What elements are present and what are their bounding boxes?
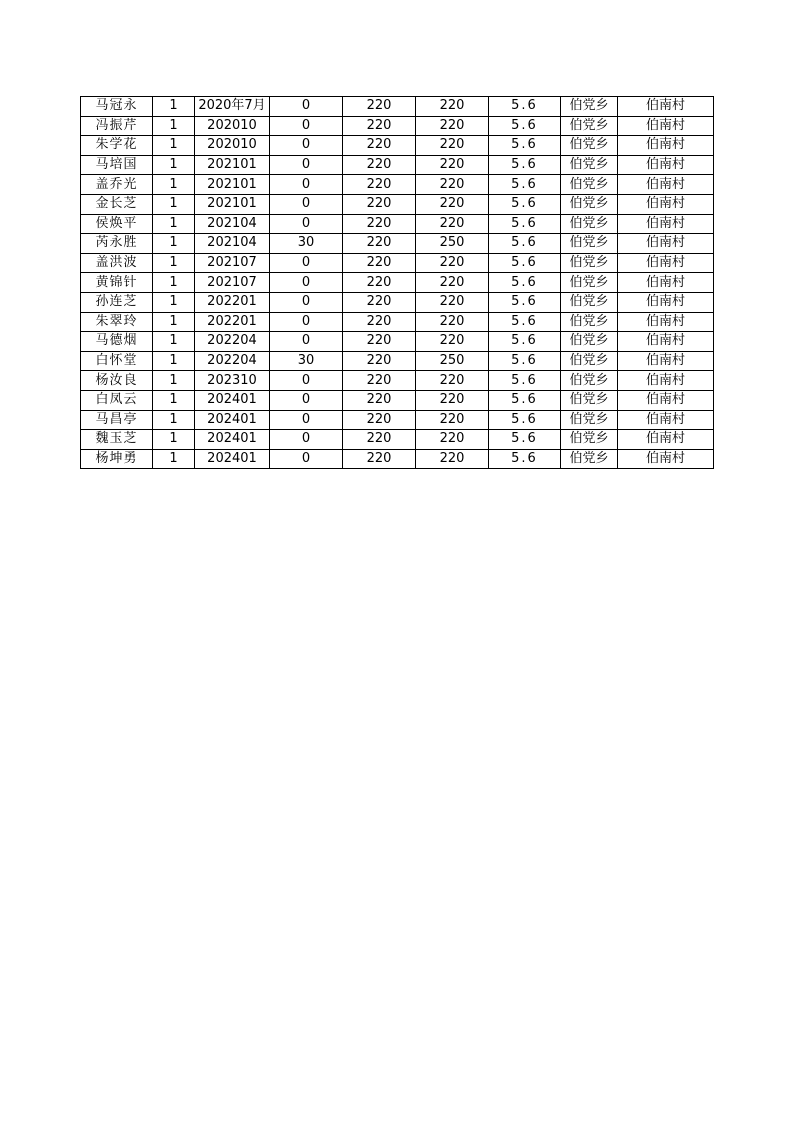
name-cell: 马昌亭 (81, 410, 153, 430)
base-amount-cell: 220 (343, 116, 416, 136)
table-row (81, 136, 714, 156)
table-row (81, 214, 714, 234)
total-amount-cell: 220 (416, 136, 489, 156)
rate-cell: 5.6 (489, 155, 561, 175)
base-amount-cell: 220 (343, 390, 416, 410)
rate-cell: 5.6 (489, 214, 561, 234)
base-amount-cell: 220 (343, 410, 416, 430)
table-row (81, 332, 714, 352)
total-amount-cell: 220 (416, 292, 489, 312)
rate-cell: 5.6 (489, 390, 561, 410)
total-amount-cell: 250 (416, 351, 489, 371)
table-row (81, 175, 714, 195)
date-cell: 202201 (195, 312, 270, 332)
name-cell: 白凤云 (81, 390, 153, 410)
total-amount-cell: 220 (416, 371, 489, 391)
total-amount-cell: 250 (416, 234, 489, 254)
name-cell: 朱学花 (81, 136, 153, 156)
table-row (81, 97, 714, 117)
count-cell: 1 (153, 390, 195, 410)
base-amount-cell: 220 (343, 292, 416, 312)
extra-amount-cell: 0 (270, 273, 343, 293)
date-cell: 202107 (195, 253, 270, 273)
date-cell: 202101 (195, 155, 270, 175)
extra-amount-cell: 0 (270, 116, 343, 136)
count-cell: 1 (153, 273, 195, 293)
extra-amount-cell: 0 (270, 449, 343, 469)
table-row (81, 116, 714, 136)
village-cell: 伯南村 (618, 449, 714, 469)
name-cell: 侯焕平 (81, 214, 153, 234)
total-amount-cell: 220 (416, 332, 489, 352)
town-cell: 伯党乡 (561, 194, 618, 214)
total-amount-cell: 220 (416, 449, 489, 469)
table-row (81, 449, 714, 469)
date-cell: 202401 (195, 430, 270, 450)
name-cell: 盖乔光 (81, 175, 153, 195)
extra-amount-cell: 0 (270, 214, 343, 234)
village-cell: 伯南村 (618, 351, 714, 371)
extra-amount-cell: 0 (270, 292, 343, 312)
count-cell: 1 (153, 430, 195, 450)
name-cell: 孙连芝 (81, 292, 153, 312)
count-cell: 1 (153, 449, 195, 469)
town-cell: 伯党乡 (561, 273, 618, 293)
village-cell: 伯南村 (618, 390, 714, 410)
table-row (81, 253, 714, 273)
village-cell: 伯南村 (618, 430, 714, 450)
count-cell: 1 (153, 97, 195, 117)
total-amount-cell: 220 (416, 390, 489, 410)
count-cell: 1 (153, 292, 195, 312)
count-cell: 1 (153, 116, 195, 136)
table-row (81, 430, 714, 450)
rate-cell: 5.6 (489, 194, 561, 214)
extra-amount-cell: 0 (270, 175, 343, 195)
extra-amount-cell: 0 (270, 410, 343, 430)
count-cell: 1 (153, 194, 195, 214)
base-amount-cell: 220 (343, 371, 416, 391)
date-cell: 202204 (195, 351, 270, 371)
table-row (81, 351, 714, 371)
date-cell: 202401 (195, 410, 270, 430)
extra-amount-cell: 0 (270, 390, 343, 410)
extra-amount-cell: 0 (270, 430, 343, 450)
count-cell: 1 (153, 312, 195, 332)
total-amount-cell: 220 (416, 430, 489, 450)
total-amount-cell: 220 (416, 312, 489, 332)
village-cell: 伯南村 (618, 175, 714, 195)
total-amount-cell: 220 (416, 97, 489, 117)
date-cell: 202104 (195, 214, 270, 234)
count-cell: 1 (153, 155, 195, 175)
date-cell: 202101 (195, 194, 270, 214)
village-cell: 伯南村 (618, 410, 714, 430)
town-cell: 伯党乡 (561, 410, 618, 430)
village-cell: 伯南村 (618, 371, 714, 391)
base-amount-cell: 220 (343, 155, 416, 175)
name-cell: 金长芝 (81, 194, 153, 214)
village-cell: 伯南村 (618, 312, 714, 332)
name-cell: 盖洪波 (81, 253, 153, 273)
count-cell: 1 (153, 332, 195, 352)
base-amount-cell: 220 (343, 351, 416, 371)
town-cell: 伯党乡 (561, 351, 618, 371)
base-amount-cell: 220 (343, 97, 416, 117)
rate-cell: 5.6 (489, 292, 561, 312)
total-amount-cell: 220 (416, 116, 489, 136)
rate-cell: 5.6 (489, 371, 561, 391)
date-cell: 202104 (195, 234, 270, 254)
extra-amount-cell: 30 (270, 351, 343, 371)
date-cell: 202401 (195, 449, 270, 469)
village-cell: 伯南村 (618, 332, 714, 352)
table-row (81, 234, 714, 254)
date-cell: 202010 (195, 116, 270, 136)
village-cell: 伯南村 (618, 273, 714, 293)
count-cell: 1 (153, 214, 195, 234)
count-cell: 1 (153, 175, 195, 195)
total-amount-cell: 220 (416, 194, 489, 214)
total-amount-cell: 220 (416, 155, 489, 175)
name-cell: 杨坤勇 (81, 449, 153, 469)
village-cell: 伯南村 (618, 116, 714, 136)
base-amount-cell: 220 (343, 449, 416, 469)
table-row (81, 194, 714, 214)
total-amount-cell: 220 (416, 214, 489, 234)
roster-table-body (81, 97, 714, 469)
date-cell: 202401 (195, 390, 270, 410)
count-cell: 1 (153, 136, 195, 156)
village-cell: 伯南村 (618, 194, 714, 214)
base-amount-cell: 220 (343, 234, 416, 254)
town-cell: 伯党乡 (561, 449, 618, 469)
rate-cell: 5.6 (489, 116, 561, 136)
name-cell: 马培国 (81, 155, 153, 175)
table-row (81, 390, 714, 410)
town-cell: 伯党乡 (561, 253, 618, 273)
table-row (81, 410, 714, 430)
village-cell: 伯南村 (618, 214, 714, 234)
town-cell: 伯党乡 (561, 234, 618, 254)
extra-amount-cell: 0 (270, 155, 343, 175)
name-cell: 魏玉芝 (81, 430, 153, 450)
rate-cell: 5.6 (489, 430, 561, 450)
name-cell: 马德烟 (81, 332, 153, 352)
base-amount-cell: 220 (343, 253, 416, 273)
date-cell: 2020年7月 (195, 97, 270, 117)
town-cell: 伯党乡 (561, 390, 618, 410)
count-cell: 1 (153, 351, 195, 371)
base-amount-cell: 220 (343, 273, 416, 293)
town-cell: 伯党乡 (561, 292, 618, 312)
village-cell: 伯南村 (618, 292, 714, 312)
base-amount-cell: 220 (343, 430, 416, 450)
extra-amount-cell: 0 (270, 194, 343, 214)
base-amount-cell: 220 (343, 312, 416, 332)
name-cell: 朱翠玲 (81, 312, 153, 332)
date-cell: 202204 (195, 332, 270, 352)
town-cell: 伯党乡 (561, 312, 618, 332)
rate-cell: 5.6 (489, 449, 561, 469)
town-cell: 伯党乡 (561, 155, 618, 175)
roster-table (80, 96, 714, 469)
total-amount-cell: 220 (416, 273, 489, 293)
rate-cell: 5.6 (489, 351, 561, 371)
rate-cell: 5.6 (489, 136, 561, 156)
village-cell: 伯南村 (618, 253, 714, 273)
town-cell: 伯党乡 (561, 97, 618, 117)
count-cell: 1 (153, 371, 195, 391)
extra-amount-cell: 0 (270, 312, 343, 332)
name-cell: 白怀堂 (81, 351, 153, 371)
base-amount-cell: 220 (343, 214, 416, 234)
village-cell: 伯南村 (618, 136, 714, 156)
extra-amount-cell: 30 (270, 234, 343, 254)
base-amount-cell: 220 (343, 332, 416, 352)
table-row (81, 312, 714, 332)
table-row (81, 292, 714, 312)
name-cell: 杨汝良 (81, 371, 153, 391)
extra-amount-cell: 0 (270, 253, 343, 273)
rate-cell: 5.6 (489, 410, 561, 430)
date-cell: 202010 (195, 136, 270, 156)
town-cell: 伯党乡 (561, 136, 618, 156)
town-cell: 伯党乡 (561, 371, 618, 391)
table-row (81, 371, 714, 391)
rate-cell: 5.6 (489, 234, 561, 254)
town-cell: 伯党乡 (561, 214, 618, 234)
rate-cell: 5.6 (489, 175, 561, 195)
date-cell: 202107 (195, 273, 270, 293)
village-cell: 伯南村 (618, 97, 714, 117)
date-cell: 202101 (195, 175, 270, 195)
rate-cell: 5.6 (489, 332, 561, 352)
town-cell: 伯党乡 (561, 116, 618, 136)
extra-amount-cell: 0 (270, 97, 343, 117)
date-cell: 202310 (195, 371, 270, 391)
town-cell: 伯党乡 (561, 175, 618, 195)
count-cell: 1 (153, 410, 195, 430)
total-amount-cell: 220 (416, 253, 489, 273)
count-cell: 1 (153, 234, 195, 254)
base-amount-cell: 220 (343, 194, 416, 214)
village-cell: 伯南村 (618, 155, 714, 175)
name-cell: 马冠永 (81, 97, 153, 117)
rate-cell: 5.6 (489, 312, 561, 332)
base-amount-cell: 220 (343, 136, 416, 156)
name-cell: 芮永胜 (81, 234, 153, 254)
total-amount-cell: 220 (416, 410, 489, 430)
total-amount-cell: 220 (416, 175, 489, 195)
extra-amount-cell: 0 (270, 136, 343, 156)
town-cell: 伯党乡 (561, 430, 618, 450)
date-cell: 202201 (195, 292, 270, 312)
village-cell: 伯南村 (618, 234, 714, 254)
name-cell: 黄锦针 (81, 273, 153, 293)
name-cell: 冯振芹 (81, 116, 153, 136)
rate-cell: 5.6 (489, 97, 561, 117)
rate-cell: 5.6 (489, 273, 561, 293)
extra-amount-cell: 0 (270, 371, 343, 391)
table-row (81, 155, 714, 175)
town-cell: 伯党乡 (561, 332, 618, 352)
table-row (81, 273, 714, 293)
base-amount-cell: 220 (343, 175, 416, 195)
rate-cell: 5.6 (489, 253, 561, 273)
count-cell: 1 (153, 253, 195, 273)
extra-amount-cell: 0 (270, 332, 343, 352)
